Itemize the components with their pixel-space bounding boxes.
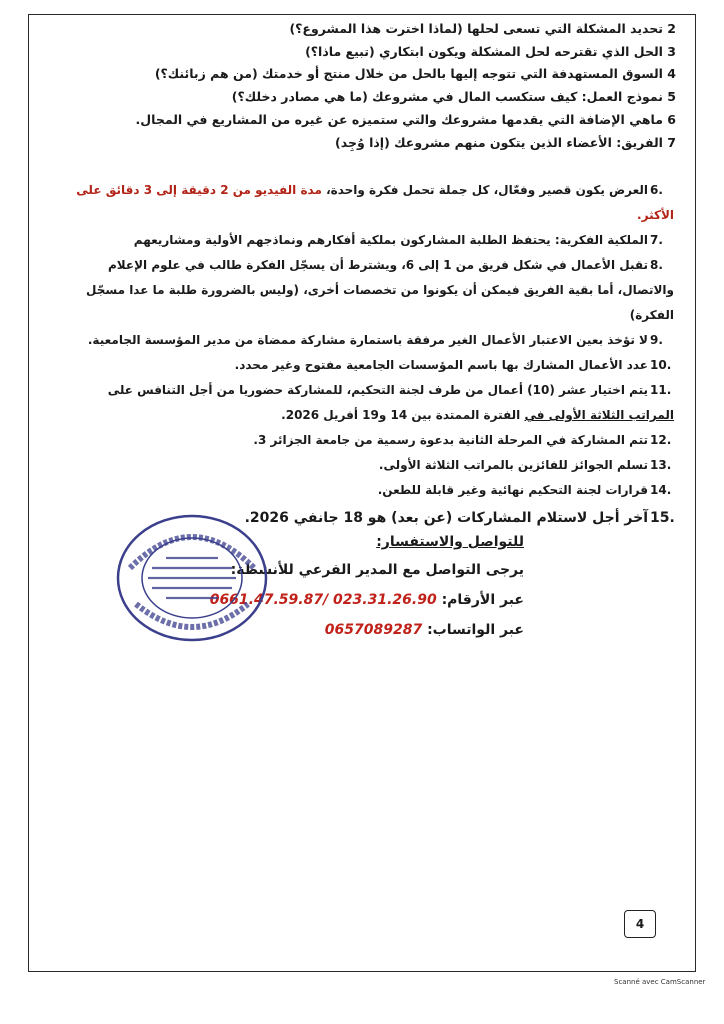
- rule-number: 11.: [650, 383, 672, 397]
- stamp-center-lettering: [148, 558, 236, 598]
- rule-text: تقبل الأعمال في شكل فريق من 1 إلى 6، ويشترط أن يسجّل الفكرة طالب في علوم الإعلام والاتصال، أما بقية الفريق فيمكن أن يكونوا من تخصصات أخرى، (وليس بالضرورة طلبة ما عدا مسجّل الفكرة): [86, 258, 674, 322]
- video-duration-note: مدة الفيديو من 2 دقيقة إلى 3 دقائق على الأكثر.: [76, 183, 674, 222]
- rule-text: تتم المشاركة في المرحلة الثانية بدعوة رسمية من جامعة الجزائر 3.: [253, 433, 648, 447]
- rule-item: [74, 378, 674, 428]
- scanner-watermark: Scanné avec CamScanner: [614, 978, 706, 986]
- rule-item: [74, 353, 674, 378]
- rule-text: الملكية الفكرية: يحتفظ الطلبة المشاركون بملكية أفكارهم ونماذجهم الأولية ومشاريعهم: [133, 233, 648, 247]
- rule-text: لا تؤخذ بعين الاعتبار الأعمال الغير مرفقة باستمارة مشاركة ممضاة من مدير المؤسسة الجامعية.: [87, 333, 648, 347]
- rule-item: [74, 428, 674, 453]
- rule-text: تسلم الجوائز للفائزين بالمراتب الثلاثة الأولى.: [378, 458, 648, 472]
- phone-numbers: 0661.47.59.87/ 023.31.26.90: [209, 592, 437, 608]
- rule-text: العرض يكون قصير وفعّال، كل جملة تحمل فكرة واحدة،: [321, 183, 648, 197]
- sub-item-6: 6 ماهي الإضافة التي يقدمها مشروعك والتي ستميزه عن غيره من المشاريع في المجال.: [135, 111, 676, 127]
- sub-item-5: 5 نموذج العمل: كيف ستكسب المال في مشروعك (ما هي مصادر دخلك؟): [231, 89, 676, 105]
- rule-text-dates: الفترة الممتدة بين 14 و19 أفريل 2026.: [281, 408, 525, 422]
- whatsapp-number: 0657089287: [324, 622, 423, 638]
- rule-number: 13.: [650, 458, 672, 472]
- phones-label: عبر الأرقام:: [441, 592, 524, 608]
- deadline-text: آخر أجل لاستلام المشاركات (عن بعد) هو 18 جانفي 2026.: [244, 510, 648, 526]
- rule-number: 6.: [650, 183, 663, 197]
- rule-text: عدد الأعمال المشارك بها باسم المؤسسات الجامعية مفتوح وغير محدد.: [234, 358, 648, 372]
- top-three-ranks: المراتب الثلاثة الأولى في: [524, 408, 674, 422]
- project-elements-list: [76, 18, 676, 154]
- rule-item: [74, 253, 674, 328]
- sub-item-7: 7 الفريق: الأعضاء الذين يتكون منهم مشروعك (إذا وُجِد): [335, 134, 676, 150]
- rule-item: [74, 228, 674, 253]
- rule-number: 15.: [650, 510, 675, 526]
- rule-text: قرارات لجنة التحكيم نهائية وغير قابلة للطعن.: [377, 483, 648, 497]
- sub-item-3: 3 الحل الذي تقترحه لحل المشكلة ويكون ابتكاري (تبيع ماذا؟): [305, 43, 676, 59]
- rule-item: [74, 328, 674, 353]
- rule-text: يتم اختيار عشر (10) أعمال من طرف لجنة التحكيم، للمشاركة حضوريا من أجل التنافس على: [107, 383, 648, 397]
- whatsapp-label: عبر الواتساب:: [427, 622, 524, 638]
- official-stamp: [112, 508, 272, 648]
- rule-item: [74, 453, 674, 478]
- rule-number: 7.: [650, 233, 663, 247]
- contact-title: للتواصل والاستفسار:: [376, 534, 524, 550]
- contact-instruction: يرجى التواصل مع المدير الفرعي للأنشطة:: [230, 562, 524, 578]
- rule-number: 9.: [650, 333, 663, 347]
- rule-item: [74, 478, 674, 503]
- stamp-top-lettering: [130, 537, 254, 568]
- rule-number: 8.: [650, 258, 663, 272]
- rules-list: [74, 178, 674, 533]
- stamp-bottom-lettering: [136, 604, 248, 627]
- sub-item-4: 4 السوق المستهدفة التي تتوجه إليها بالحل من خلال منتج أو خدمتك (من هم زبائنك؟): [154, 66, 676, 82]
- rule-number: 12.: [650, 433, 672, 447]
- rule-number: 10.: [650, 358, 672, 372]
- page-number: 4: [624, 910, 656, 938]
- sub-item-2: 2 تحديد المشكلة التي تسعى لحلها (لماذا اخترت هذا المشروع؟): [289, 21, 676, 36]
- rule-number: 14.: [650, 483, 672, 497]
- rule-item: [74, 178, 674, 228]
